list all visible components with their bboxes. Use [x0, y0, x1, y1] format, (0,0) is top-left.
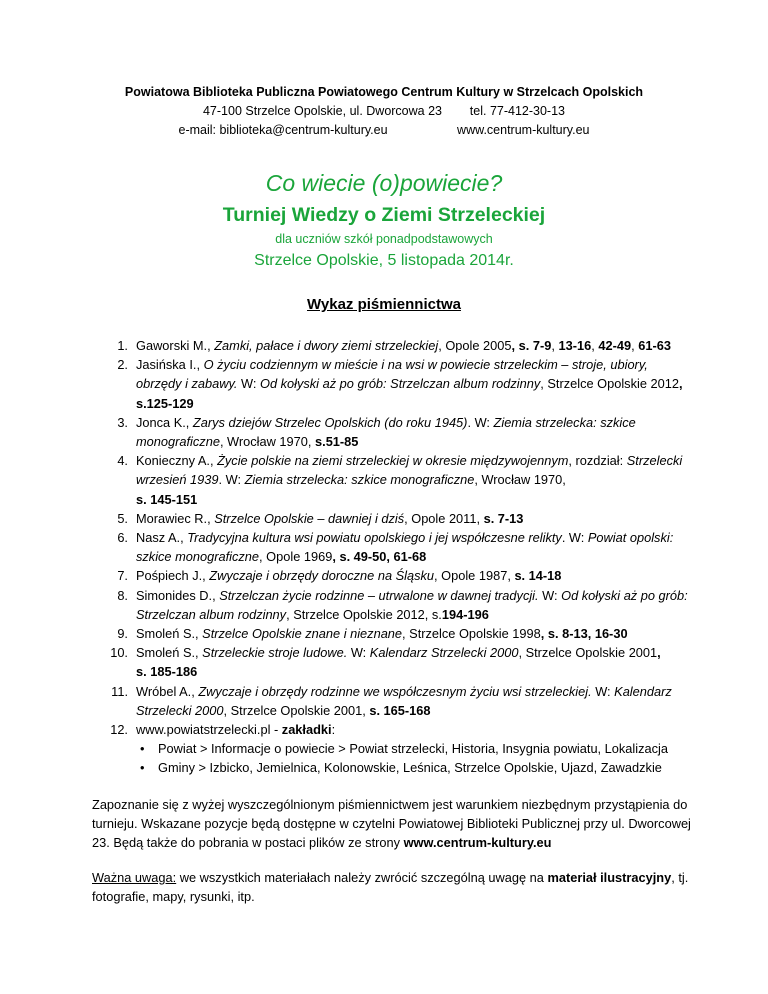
bibliography-item: 3. Jonca K., Zarys dziejów Strzelec Opolskich (do roku 1945). W: Ziemia strzelecka: szkice monograficzne, Wrocław 1970, s.51-85 — [92, 413, 692, 451]
library-phone: tel. 77-412-30-13 — [469, 104, 565, 118]
library-name: Powiatowa Biblioteka Publiczna Powiatowego Centrum Kultury w Strzelcach Opolskich — [124, 85, 644, 99]
bibliography-item: 10. Smoleń S., Strzeleckie stroje ludowe. W: Kalendarz Strzelecki 2000, Strzelce Opolskie 2001, s. 185-186 — [92, 643, 692, 681]
event-subtitle: Turniej Wiedzy o Ziemi Strzeleckiej — [222, 204, 546, 226]
item-number: 8. — [117, 587, 128, 603]
item-number: 9. — [117, 626, 128, 642]
item-number: 10. — [110, 645, 128, 661]
bibliography-item: 9. Smoleń S., Strzelce Opolskie znane i nieznane, Strzelce Opolskie 1998, s. 8-13, 16-30 — [92, 624, 692, 643]
bookmark-item: • Powiat > Informacje o powiecie > Powiat strzelecki, Historia, Insygnia powiatu, Lokalizacja — [136, 739, 692, 758]
bibliography-item: 5. Morawiec R., Strzelce Opolskie – dawniej i dziś, Opole 2011, s. 7-13 — [92, 509, 692, 528]
item-number: 11. — [111, 683, 128, 699]
item-number: 2. — [117, 357, 128, 373]
bibliography-item: 8. Simonides D., Strzelczan życie rodzinne – utrwalone w dawnej tradycji. W: Od kołyski aż po grób: Strzelczan album rodzinny, Strzelce Opolskie 2012, s.194-196 — [92, 586, 692, 624]
bibliography-item: 7. Pośpiech J., Zwyczaje i obrzędy doroczne na Śląsku, Opole 1987, s. 14-18 — [92, 566, 692, 585]
important-note: Ważna uwaga: we wszystkich materiałach należy zwrócić szczególną uwagę na materiał ilustracyjny, tj. fotografie, mapy, rysunki, itp. — [92, 869, 689, 904]
item-number: 7. — [117, 568, 128, 584]
library-header — [0, 83, 768, 140]
item-number: 5. — [117, 510, 128, 526]
bibliography-heading: Wykaz piśmiennictwa — [307, 296, 461, 313]
item-number: 6. — [117, 530, 128, 546]
library-address: 47-100 Strzelce Opolskie, ul. Dworcowa 23 — [202, 104, 442, 118]
item-number: 4. — [117, 453, 128, 469]
bookmark-item: • Gminy > Izbicko, Jemielnica, Kolonowskie, Leśnica, Strzelce Opolskie, Ujazd, Zawadzkie — [136, 758, 692, 777]
note-label: Ważna uwaga: — [92, 869, 177, 885]
event-title-block — [0, 168, 768, 271]
bookmark-list — [136, 739, 692, 777]
event-place-date: Strzelce Opolskie, 5 listopada 2014r. — [254, 252, 514, 269]
info-link: www.centrum-kultury.eu — [403, 835, 552, 851]
library-website: www.centrum-kultury.eu — [457, 123, 590, 137]
note-highlight: materiał ilustracyjny — [547, 869, 672, 885]
contact-line-2 — [0, 121, 768, 140]
item-number: 3. — [117, 414, 128, 430]
bibliography-list — [92, 336, 692, 778]
info-section — [92, 795, 692, 906]
bibliography-item: 6. Nasz A., Tradycyjna kultura wsi powiatu opolskiego i jej współczesne relikty. W: Powiat opolski: szkice monograficzne, Opole 1969, s. 49-50, 61-68 — [92, 528, 692, 566]
item-number: 1. — [117, 338, 128, 353]
bibliography-item: 4. Konieczny A., Życie polskie na ziemi strzeleckiej w okresie międzywojennym, rozdział: Strzelecki wrzesień 1939. W: Ziemia strzelecka: szkice monograficzne, Wrocław 1970, s. 145-151 — [92, 451, 692, 509]
bibliography-item: 1. Gaworski M., Zamki, pałace i dwory ziemi strzeleckiej, Opole 2005, s. 7-9, 13-16, 42-49, 61-63 — [92, 336, 692, 355]
contact-line-1 — [0, 102, 768, 121]
event-audience: dla uczniów szkół ponadpodstawowych — [275, 232, 493, 246]
item-number: 12. — [110, 722, 128, 738]
event-title: Co wiecie (o)powiecie? — [265, 170, 503, 196]
bibliography-item: 11. Wróbel A., Zwyczaje i obrzędy rodzinne we współczesnym życiu wsi strzeleckiej. W: Kalendarz Strzelecki 2000, Strzelce Opolskie 2001, s. 165-168 — [92, 682, 692, 720]
bibliography-item: 12. www.powiatstrzelecki.pl - zakładki: • Powiat > Informacje o powiecie > Powiat strzelecki, Historia, Insygnia powiatu, Lokalizacja • Gminy > Izbicko, Jemielnica, Kolonowskie, Leśnica, Strzelce Opolskie, Ujazd, Zawadzkie — [92, 720, 692, 778]
bibliography-item: 2. Jasińska I., O życiu codziennym w mieście i na wsi w powiecie strzeleckim – stroje, ubiory, obrzędy i zabawy. W: Od kołyski aż po grób: Strzelczan album rodzinny, Strzelce Opolskie 2012, s.125-129 — [92, 355, 692, 413]
info-paragraph: Zapoznanie się z wyżej wyszczególnionym piśmiennictwem jest warunkiem niezbędnym przystąpienia do turnieju. Wskazane pozycje będą dostępne w czytelni Powiatowej Biblioteki Publicznej przy ul. Dworcowej 23. Będą także do pobrania w postaci plików ze strony www.centrum-kultury.eu — [92, 797, 691, 851]
library-email: e-mail: biblioteka@centrum-kultury.eu — [178, 123, 388, 137]
